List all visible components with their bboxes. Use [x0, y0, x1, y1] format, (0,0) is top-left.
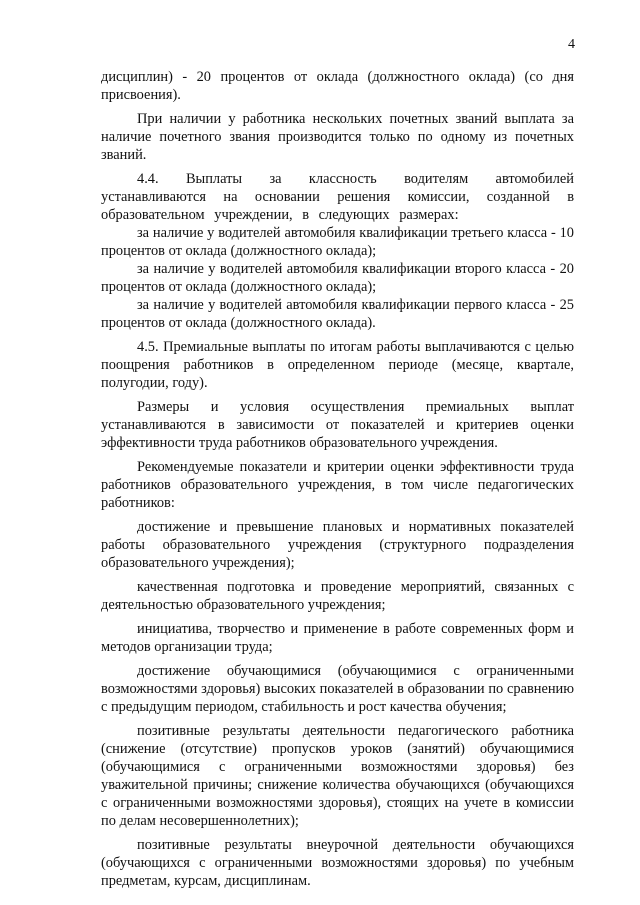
paragraph-recommended-indicators: Рекомендуемые показатели и критерии оценки эффективности труда работников образовательного учреждения, в том числе педагогических работников:: [101, 459, 574, 511]
list-item-first-class: за наличие у водителей автомобиля квалификации первого класса - 25 процентов от оклада (должностного оклада).: [101, 297, 574, 331]
paragraph-bonus-conditions: Размеры и условия осуществления премиальных выплат устанавливаются в зависимости от показателей и критериев оценки эффективности труда работников образовательного учреждения.: [101, 399, 574, 451]
paragraph-4-4: 4.4. Выплаты за классность водителям автомобилей устанавливаются на основании решения комиссии, созданной в образовательном учреждении, в следующих размерах:: [101, 171, 574, 223]
paragraph-honorary-titles: При наличии у работника нескольких почетных званий выплата за наличие почетного звания производится только по одному из почетных званий.: [101, 111, 574, 163]
list-item-extracurricular: позитивные результаты внеурочной деятельности обучающихся (обучающихся с ограниченными возможностями здоровья) по учебным предметам, курсам, дисциплинам.: [101, 837, 574, 889]
list-item-student-achievement: достижение обучающимися (обучающимися с ограниченными возможностями здоровья) высоких показателей в образовании по сравнению с предыдущим периодом, стабильность и рост качества обучения;: [101, 663, 574, 715]
paragraph-4-5: 4.5. Премиальные выплаты по итогам работы выплачиваются с целью поощрения работников в определенном периоде (месяце, квартале, полугодии, году).: [101, 339, 574, 391]
paragraph-continuation: дисциплин) - 20 процентов от оклада (должностного оклада) (со дня присвоения).: [101, 69, 574, 103]
list-item-plan-achievement: достижение и превышение плановых и нормативных показателей работы образовательного учреждения (структурного подразделения образовательного учреждения);: [101, 519, 574, 571]
list-item-positive-results: позитивные результаты деятельности педагогического работника (снижение (отсутствие) пропусков уроков (занятий) обучающимися (обучающимися с ограниченными возможностями здоровья) без уважительной причины; снижение количества обучающихся (обучающихся с ограниченными возможностями здоровья), стоящих на учете в комиссии по делам несовершеннолетних);: [101, 723, 574, 829]
list-item-third-class: за наличие у водителей автомобиля квалификации третьего класса - 10 процентов от оклада (должностного оклада);: [101, 225, 574, 259]
list-item-second-class: за наличие у водителей автомобиля квалификации второго класса - 20 процентов от оклада (должностного оклада);: [101, 261, 574, 295]
list-item-events: качественная подготовка и проведение мероприятий, связанных с деятельностью образовательного учреждения;: [101, 579, 574, 613]
document-body: [101, 68, 574, 890]
list-item-initiative: инициатива, творчество и применение в работе современных форм и методов организации труда;: [101, 621, 574, 655]
page-number: 4: [568, 37, 575, 52]
